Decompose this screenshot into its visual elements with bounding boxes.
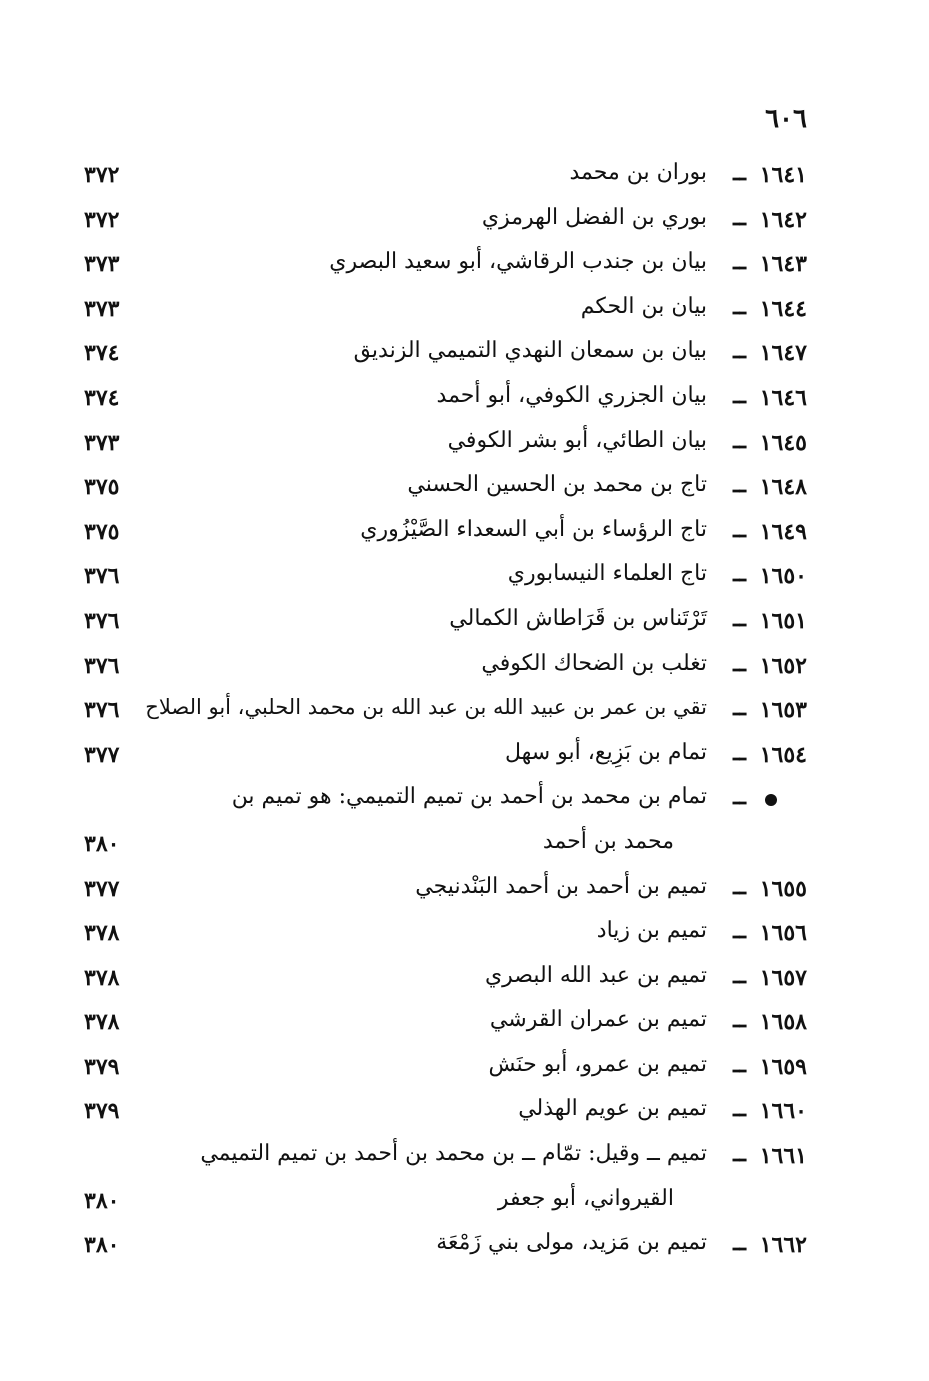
entry-name: بيان بن الحكم bbox=[580, 293, 707, 319]
entry-name: بيان الطائي، أبو بشر الكوفي bbox=[447, 427, 707, 453]
entry-name: القيرواني، أبو جعفر bbox=[497, 1185, 674, 1211]
index-entry-list bbox=[0, 158, 929, 1273]
entry-number: ١٦٦٠ bbox=[759, 1098, 807, 1125]
entry-dash: ــ bbox=[733, 516, 746, 543]
entry-dash: ــ bbox=[733, 873, 746, 900]
entry-dash: ــ bbox=[733, 784, 746, 811]
entry-number: ١٦٦٢ bbox=[759, 1232, 807, 1259]
entry-page-reference: ٣٧٤ bbox=[84, 384, 120, 411]
entry-page-reference: ٣٨٠ bbox=[84, 1232, 120, 1259]
entry-number: ١٦٤٤ bbox=[759, 295, 807, 322]
index-entry bbox=[0, 426, 929, 471]
index-entry bbox=[0, 693, 929, 738]
entry-dash: ــ bbox=[733, 561, 746, 588]
entry-name: تمام بن بَزِيع، أبو سهل bbox=[504, 739, 707, 765]
entry-number: ١٦٦١ bbox=[759, 1143, 807, 1170]
entry-dash: ــ bbox=[733, 160, 746, 186]
entry-number: ١٦٥٧ bbox=[759, 964, 807, 991]
entry-number: ١٦٥١ bbox=[759, 607, 807, 634]
index-entry bbox=[0, 782, 929, 827]
entry-dash: ــ bbox=[733, 204, 746, 231]
entry-number: ١٦٥٠ bbox=[759, 563, 807, 590]
entry-number: ١٦٥٩ bbox=[759, 1053, 807, 1080]
entry-name: تميم بن أحمد بن أحمد البَنْدنيجي bbox=[415, 873, 707, 899]
entry-dash: ــ bbox=[733, 650, 746, 677]
entry-name: بيان الجزري الكوفي، أبو أحمد bbox=[436, 382, 707, 408]
entry-dash: ــ bbox=[733, 338, 746, 365]
index-entry bbox=[0, 381, 929, 426]
entry-number: ١٦٥٤ bbox=[759, 741, 807, 768]
entry-name: بيان بن سمعان النهدي التميمي الزنديق bbox=[353, 338, 707, 364]
page-number: ٦٠٦ bbox=[765, 104, 807, 134]
entry-page-reference: ٣٧٦ bbox=[84, 652, 120, 679]
entry-page-reference: ٣٧٦ bbox=[84, 563, 120, 590]
entry-dash: ــ bbox=[733, 695, 746, 722]
index-entry bbox=[0, 1050, 929, 1095]
entry-dash: ــ bbox=[733, 962, 746, 989]
entry-name: تقي بن عمر بن عبيد الله بن عبد الله بن محمد الحلبي، أبو الصلاح bbox=[145, 695, 707, 720]
entry-number: ١٦٤٢ bbox=[759, 206, 807, 233]
entry-number: ١٦٥٢ bbox=[759, 652, 807, 679]
index-entry bbox=[0, 961, 929, 1006]
index-entry bbox=[0, 247, 929, 292]
entry-name: تمام بن محمد بن أحمد بن تميم التميمي: هو تميم بن bbox=[231, 784, 707, 810]
entry-number: ١٦٥٦ bbox=[759, 920, 807, 947]
entry-name: تميم بن عمران القرشي bbox=[489, 1007, 707, 1033]
index-entry bbox=[0, 1094, 929, 1139]
index-entry bbox=[0, 649, 929, 694]
entry-number: ١٦٤٩ bbox=[759, 518, 807, 545]
entry-page-reference: ٣٧٥ bbox=[84, 474, 120, 501]
index-entry bbox=[0, 292, 929, 337]
entry-dash: ــ bbox=[733, 249, 746, 276]
entry-dash: ــ bbox=[733, 1141, 746, 1168]
index-entry bbox=[0, 872, 929, 917]
entry-page-reference: ٣٧٨ bbox=[84, 1009, 120, 1036]
index-entry bbox=[0, 1139, 929, 1184]
index-entry bbox=[0, 1228, 929, 1273]
entry-name: بيان بن جندب الرقاشي، أبو سعيد البصري bbox=[329, 249, 707, 275]
entry-page-reference: ٣٧٩ bbox=[84, 1098, 120, 1125]
entry-dash: ــ bbox=[733, 918, 746, 945]
index-entry bbox=[0, 470, 929, 515]
entry-name: تميم بن عبد الله البصري bbox=[484, 962, 707, 988]
entry-number: ١٦٤١ bbox=[759, 162, 807, 188]
entry-dash: ــ bbox=[733, 1051, 746, 1078]
entry-name: بوران بن محمد bbox=[569, 160, 707, 185]
entry-dash: ــ bbox=[733, 739, 746, 766]
entry-number: ١٦٥٥ bbox=[759, 875, 807, 902]
entry-page-reference: ٣٧٢ bbox=[84, 206, 120, 233]
entry-number: ١٦٤٥ bbox=[759, 429, 807, 456]
index-entry bbox=[0, 604, 929, 649]
entry-dash: ــ bbox=[733, 1096, 746, 1123]
entry-page-reference: ٣٧٤ bbox=[84, 340, 120, 367]
entry-page-reference: ٣٧٣ bbox=[84, 429, 120, 456]
entry-number: ١٦٤٦ bbox=[759, 384, 807, 411]
index-entry bbox=[0, 916, 929, 961]
entry-page-reference: ٣٧٨ bbox=[84, 920, 120, 947]
entry-page-reference: ٣٧٩ bbox=[84, 1053, 120, 1080]
index-entry-continuation bbox=[0, 827, 929, 872]
index-entry bbox=[0, 738, 929, 783]
entry-name: تَرْتَناس بن قَرَاطاش الكمالي bbox=[449, 605, 707, 631]
entry-dash: ــ bbox=[733, 1230, 746, 1257]
index-entry bbox=[0, 1005, 929, 1050]
entry-name: تميم ــ وقيل: تمّام ــ بن محمد بن أحمد بن تميم التميمي bbox=[200, 1141, 707, 1167]
entry-name: تميم بن مَزيد، مولى بني زَمْعَة bbox=[436, 1230, 707, 1256]
entry-number: ١٦٥٣ bbox=[759, 697, 807, 724]
entry-page-reference: ٣٧٣ bbox=[84, 295, 120, 322]
entry-dash: ــ bbox=[733, 1007, 746, 1034]
index-entry bbox=[0, 203, 929, 248]
entry-page-reference: ٣٧٦ bbox=[84, 607, 120, 634]
entry-name: تميم بن زياد bbox=[596, 918, 707, 944]
entry-page-reference: ٣٧٨ bbox=[84, 964, 120, 991]
entry-name: تاج بن محمد بن الحسين الحسني bbox=[407, 472, 707, 498]
entry-number: ١٦٤٧ bbox=[759, 340, 807, 367]
entry-page-reference: ٣٧٧ bbox=[84, 875, 120, 902]
entry-name: تميم بن عويم الهذلي bbox=[518, 1096, 707, 1122]
index-entry bbox=[0, 559, 929, 604]
entry-name: تميم بن عمرو، أبو حنَش bbox=[488, 1051, 707, 1077]
entry-name: بوري بن الفضل الهرمزي bbox=[481, 204, 707, 230]
entry-page-reference: ٣٨٠ bbox=[84, 1187, 120, 1214]
entry-name: تغلب بن الضحاك الكوفي bbox=[481, 650, 707, 676]
entry-name: تاج الرؤساء بن أبي السعداء الصَّيْزُوري bbox=[360, 516, 707, 542]
entry-number: ١٦٤٨ bbox=[759, 474, 807, 501]
entry-dash: ــ bbox=[733, 472, 746, 499]
entry-number: ١٦٤٣ bbox=[759, 251, 807, 278]
entry-page-reference: ٣٧٦ bbox=[84, 697, 120, 724]
entry-page-reference: ٣٧٢ bbox=[84, 162, 120, 188]
entry-page-reference: ٣٨٠ bbox=[84, 830, 120, 857]
index-entry bbox=[0, 515, 929, 560]
entry-dash: ــ bbox=[733, 293, 746, 320]
index-entry bbox=[0, 336, 929, 381]
entry-page-reference: ٣٧٥ bbox=[84, 518, 120, 545]
entry-dash: ــ bbox=[733, 427, 746, 454]
entry-name: محمد بن أحمد bbox=[542, 828, 674, 854]
index-entry bbox=[0, 158, 929, 203]
bullet-icon bbox=[765, 794, 777, 806]
entry-dash: ــ bbox=[733, 382, 746, 409]
entry-name: تاج العلماء النيسابوري bbox=[507, 561, 707, 587]
entry-number: ١٦٥٨ bbox=[759, 1009, 807, 1036]
entry-page-reference: ٣٧٣ bbox=[84, 251, 120, 278]
index-entry-continuation bbox=[0, 1184, 929, 1229]
entry-page-reference: ٣٧٧ bbox=[84, 741, 120, 768]
entry-dash: ــ bbox=[733, 605, 746, 632]
